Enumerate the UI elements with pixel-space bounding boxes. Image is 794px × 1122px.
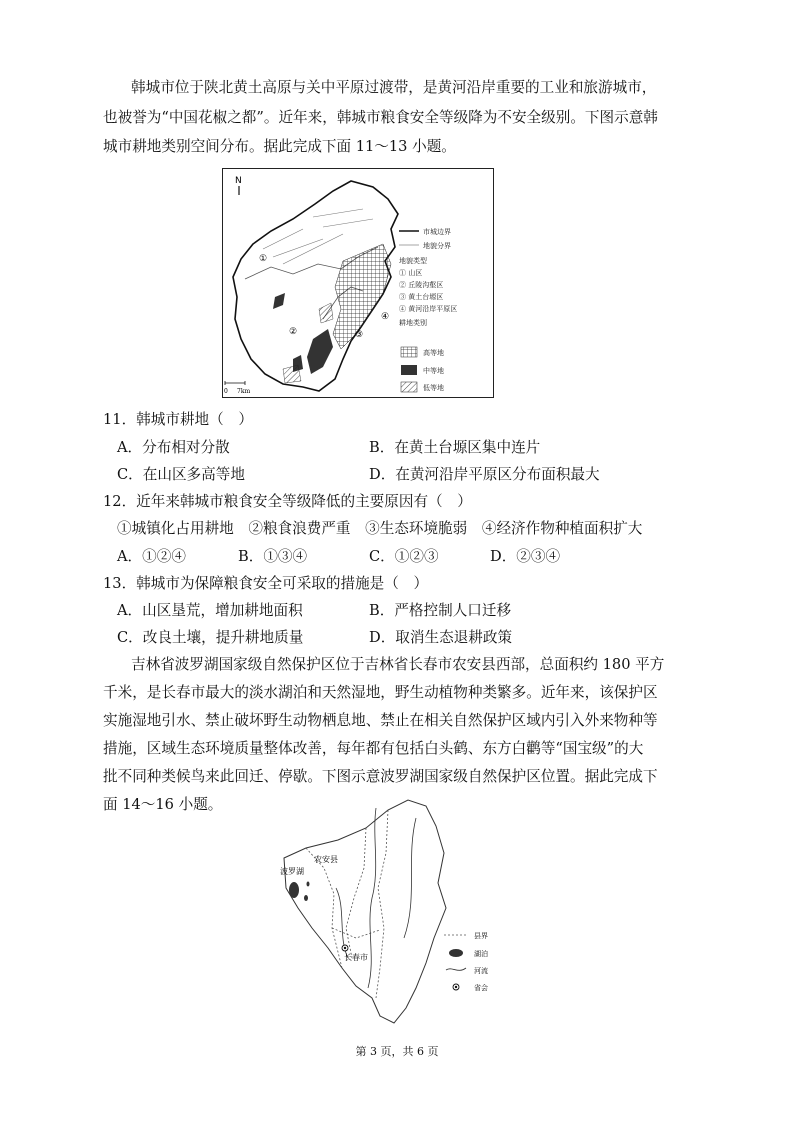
small-lake-2 [307, 882, 310, 887]
legend-river: 河流 [474, 967, 488, 975]
intro1-line3: 城市耕地类别空间分布。据此完成下面 11～13 小题。 [103, 138, 456, 155]
legend-county: 县界 [474, 932, 488, 940]
intro1-line1: 韩城市位于陕北黄土高原与关中平原过渡带，是黄河沿岸重要的工业和旅游城市， [131, 79, 657, 96]
q13-stem: 13．韩城市为保障粮食安全可采取的措施是（ ） [103, 575, 429, 592]
q12-option-a[interactable]: A．①②④ [117, 548, 186, 565]
intro2-line3: 实施湿地引水、禁止破坏野生动物栖息地、禁止在相关自然保护区域内引入外来物种等 [103, 712, 658, 729]
legend-farmland-title: 耕地类别 [399, 319, 427, 327]
marker-1: ① [259, 254, 268, 264]
q12-items: ①城镇化占用耕地 ②粮食浪费严重 ③生态环境脆弱 ④经济作物种植面积扩大 [117, 520, 643, 537]
page-footer: 第 3 页，共 6 页 [355, 1045, 439, 1058]
legend-lake-swatch [449, 949, 463, 957]
small-lake-1 [304, 895, 308, 901]
scale-zero: 0 [224, 388, 228, 395]
hancheng-farmland-map [222, 168, 494, 398]
legend-lake: 湖泊 [474, 950, 488, 958]
legend-low-swatch [401, 382, 417, 392]
legend-river-line [446, 968, 466, 970]
changchun-label: 长春市 [344, 953, 368, 962]
q12-option-d[interactable]: D．②③④ [490, 548, 561, 565]
q12-option-c[interactable]: C．①②③ [369, 548, 439, 565]
boluo-lake-map [276, 798, 511, 1026]
marker-3: ③ [355, 330, 364, 340]
q11-option-a[interactable]: A．分布相对分散 [117, 439, 230, 456]
boluo-lake-label: 波罗湖 [280, 867, 304, 876]
legend-landform-2: ② 丘陵沟壑区 [399, 281, 444, 289]
scale-bar [225, 381, 245, 385]
q12-option-b[interactable]: B．①③④ [238, 548, 308, 565]
q13-option-d[interactable]: D．取消生态退耕政策 [369, 629, 513, 646]
marker-2: ② [289, 327, 298, 337]
north-arrow-label: N [235, 176, 242, 186]
legend-landform-1: ① 山区 [399, 269, 423, 277]
legend-high: 高等地 [423, 349, 444, 357]
q13-option-b[interactable]: B．严格控制人口迁移 [369, 602, 512, 619]
intro2-line5: 批不同种类候鸟来此回迁、停歇。下图示意波罗湖国家级自然保护区位置。据此完成下 [103, 768, 658, 785]
boluo-map-svg [276, 798, 511, 1026]
q11-option-b[interactable]: B．在黄土台塬区集中连片 [369, 439, 541, 456]
legend-city-border: 市城边界 [423, 228, 451, 236]
marker-4: ④ [381, 312, 390, 322]
q11-option-d[interactable]: D．在黄河沿岸平原区分布面积最大 [369, 466, 600, 483]
legend-landform-border: 地貌分界 [423, 242, 451, 250]
legend-landform-4: ④ 黄河沿岸平原区 [399, 305, 458, 313]
boluo-lake-shape [289, 882, 299, 898]
region-boundary [284, 800, 446, 1023]
legend-mid-swatch [401, 365, 417, 375]
intro2-line4: 措施，区域生态环境质量整体改善，每年都有包括白头鹤、东方白鹳等“国宝级”的大 [103, 740, 644, 757]
intro2-line6: 面 14～16 小题。 [103, 796, 223, 813]
intro2-line2: 千米，是长春市最大的淡水湖泊和天然湿地，野生动植物种类繁多。近年来，该保护区 [103, 684, 658, 701]
hancheng-map-svg [223, 169, 493, 397]
q13-option-a[interactable]: A．山区垦荒，增加耕地面积 [117, 602, 303, 619]
q12-stem: 12．近年来韩城市粮食安全等级降低的主要原因有（ ） [103, 493, 472, 510]
q11-stem: 11．韩城市耕地（ ） [103, 411, 253, 428]
nongan-county-label: 农安县 [314, 855, 338, 864]
legend-high-swatch [401, 347, 417, 357]
q11-option-c[interactable]: C．在山区多高等地 [117, 466, 245, 483]
legend-landform-3: ③ 黄土台塬区 [399, 293, 444, 301]
legend-capital: 省会 [474, 984, 488, 992]
legend-mid: 中等地 [423, 367, 444, 375]
legend-low: 低等地 [423, 384, 444, 392]
intro1-line2: 也被誉为“中国花椒之都”。近年来，韩城市粮食安全等级降为不安全级别。下图示意韩 [103, 109, 658, 126]
legend-landform-title: 地貌类型 [399, 257, 427, 265]
intro2-line1: 吉林省波罗湖国家级自然保护区位于吉林省长春市农安县西部，总面积约 180 平方 [131, 656, 665, 673]
q13-option-c[interactable]: C．改良土壤，提升耕地质量 [117, 629, 304, 646]
scale-label: 7km [237, 388, 251, 395]
